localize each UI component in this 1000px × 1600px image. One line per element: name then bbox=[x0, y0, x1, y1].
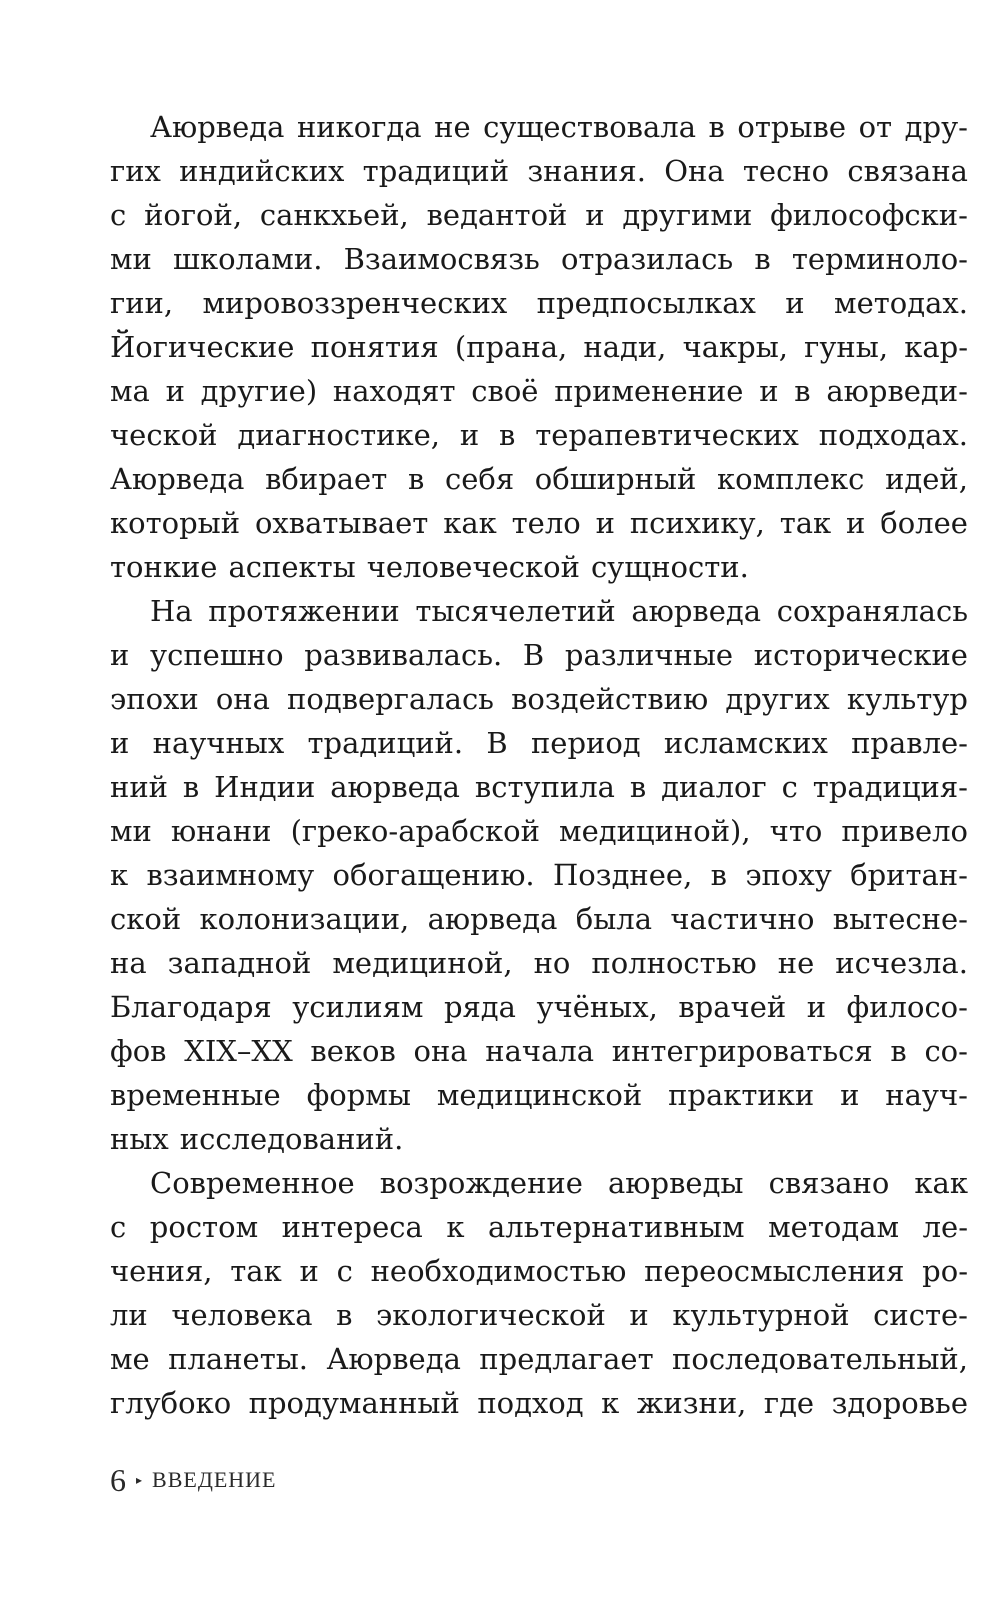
text-line: ми школами. Взаимосвязь отразилась в терминоло- bbox=[110, 242, 968, 276]
text-line: который охватывает как тело и психику, так и более bbox=[110, 506, 968, 540]
text-line: ли человека в экологической и культурной систе- bbox=[110, 1298, 968, 1332]
text-line: ных исследований. bbox=[110, 1122, 404, 1156]
text-line: чения, так и с необходимостью переосмысления ро- bbox=[110, 1254, 968, 1288]
text-line: к взаимному обогащению. Позднее, в эпоху британ- bbox=[110, 858, 968, 892]
text-line: Йогические понятия (прана, нади, чакры, гуны, кар- bbox=[110, 330, 968, 364]
paragraph-3 bbox=[110, 1161, 968, 1425]
text-line: На протяжении тысячелетий аюрведа сохранялась bbox=[150, 594, 968, 628]
running-head: ВВЕДЕНИЕ bbox=[152, 1467, 277, 1492]
triangle-marker-icon: ▸ bbox=[136, 1473, 143, 1487]
text-line: с йогой, санкхьей, ведантой и другими философски- bbox=[110, 198, 968, 232]
page-number: 6 bbox=[110, 1462, 126, 1498]
text-line: ской колонизации, аюрведа была частично вытесне- bbox=[110, 902, 968, 936]
text-line: временные формы медицинской практики и науч- bbox=[110, 1078, 968, 1112]
text-line: ма и другие) находят своё применение и в аюрведи- bbox=[110, 374, 968, 408]
text-line: и научных традиций. В период исламских правле- bbox=[110, 726, 968, 760]
page-footer bbox=[110, 1463, 276, 1497]
text-line: ми юнани (греко-арабской медициной), что привело bbox=[110, 814, 968, 848]
text-line: на западной медициной, но полностью не исчезла. bbox=[110, 946, 968, 980]
text-line: гих индийских традиций знания. Она тесно связана bbox=[110, 154, 968, 188]
paragraph-1 bbox=[110, 105, 968, 589]
body-text bbox=[110, 105, 968, 1425]
text-line: ческой диагностике, и в терапевтических подходах. bbox=[110, 418, 968, 452]
text-line: Современное возрождение аюрведы связано как bbox=[150, 1166, 968, 1200]
text-line: ме планеты. Аюрведа предлагает последовательный, bbox=[110, 1342, 968, 1376]
paragraph-2 bbox=[110, 589, 968, 1161]
text-line: Благодаря усилиям ряда учёных, врачей и филосо- bbox=[110, 990, 968, 1024]
text-line: эпохи она подвергалась воздействию других культур bbox=[110, 682, 968, 716]
text-line: фов XIX–XX веков она начала интегрироваться в со- bbox=[110, 1034, 968, 1068]
text-line: ний в Индии аюрведа вступила в диалог с традиция- bbox=[110, 770, 968, 804]
text-line: глубоко продуманный подход к жизни, где здоровье bbox=[110, 1386, 968, 1420]
text-line: тонкие аспекты человеческой сущности. bbox=[110, 550, 749, 584]
text-line: Аюрведа вбирает в себя обширный комплекс идей, bbox=[110, 462, 968, 496]
text-line: и успешно развивалась. В различные исторические bbox=[110, 638, 968, 672]
text-line: Аюрведа никогда не существовала в отрыве от дру- bbox=[150, 110, 968, 144]
text-line: с ростом интереса к альтернативным методам ле- bbox=[110, 1210, 968, 1244]
text-line: гии, мировоззренческих предпосылках и методах. bbox=[110, 286, 968, 320]
